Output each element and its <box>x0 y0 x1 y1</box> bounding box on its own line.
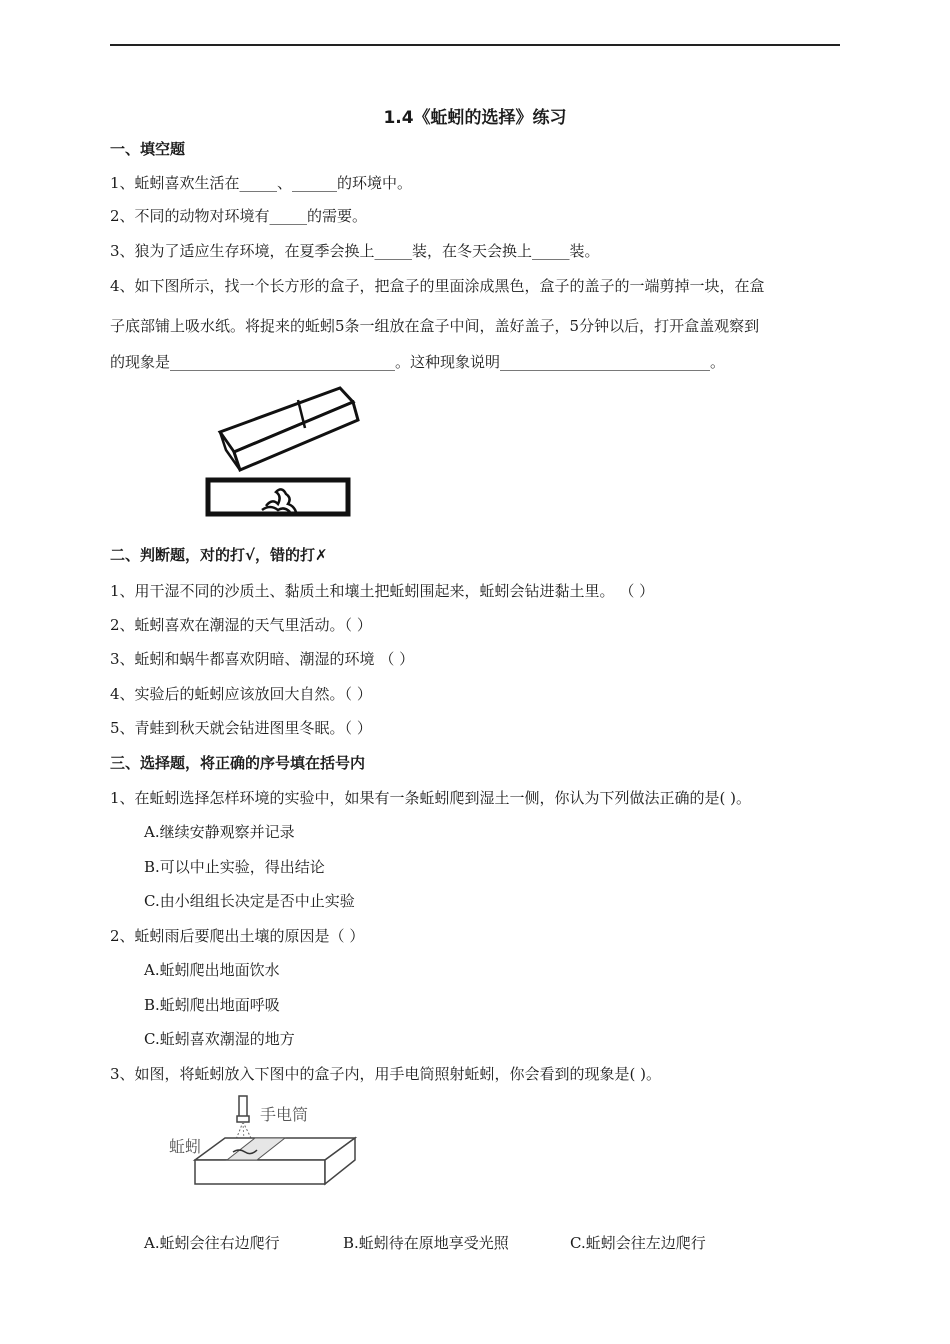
flashlight-label: 手电筒 <box>260 1105 309 1124</box>
tf-item: 2、蚯蚓喜欢在潮湿的天气里活动。（ ） <box>110 616 372 634</box>
mc-option: B.蚯蚓待在原地享受光照 <box>343 1234 509 1252</box>
worm-label: 蚯蚓 <box>169 1137 202 1156</box>
box-lid <box>220 388 358 470</box>
flat-box <box>195 1138 355 1184</box>
mc-option: A.继续安静观察并记录 <box>144 823 295 841</box>
flashlight-box-figure <box>165 1090 365 1200</box>
page-title: 1.4《蚯蚓的选择》练习 <box>383 108 567 128</box>
mc-option: A.蚯蚓会往右边爬行 <box>144 1234 280 1252</box>
mc-option: A.蚯蚓爬出地面饮水 <box>144 961 280 979</box>
mc-question-3: 3、如图，将蚯蚓放入下图中的盒子内，用手电筒照射蚯蚓，你会看到的现象是( )。 <box>110 1065 662 1083</box>
box-experiment-figure <box>200 380 360 520</box>
tf-item: 1、用干湿不同的沙质土、黏质土和壤土把蚯蚓围起来，蚯蚓会钻进黏土里。 （ ） <box>110 582 655 600</box>
mc-option: C.由小组组长决定是否中止实验 <box>144 892 355 910</box>
question-1-2: 2、不同的动物对环境有_____的需要。 <box>110 207 368 225</box>
mc-question-1: 1、在蚯蚓选择怎样环境的实验中，如果有一条蚯蚓爬到湿土一侧，你认为下列做法正确的是( )。 <box>110 789 752 807</box>
question-1-4-line3: 的现象是______________________________。这种现象说明____________________________。 <box>110 353 726 371</box>
mc-option: B.蚯蚓爬出地面呼吸 <box>144 996 280 1014</box>
tf-item: 3、蚯蚓和蜗牛都喜欢阴暗、潮湿的环境 （ ） <box>110 650 415 668</box>
question-1-3: 3、狼为了适应生存环境，在夏季会换上_____装，在冬天会换上_____装。 <box>110 242 600 260</box>
section-heading-fill-blank: 一、填空题 <box>110 140 186 158</box>
question-1-4-line2: 子底部铺上吸水纸。将捉来的蚯蚓5条一组放在盒子中间，盖好盖子，5分钟以后，打开盒盖观察到 <box>110 317 760 335</box>
question-1-1: 1、蚯蚓喜欢生活在_____、______的环境中。 <box>110 174 413 192</box>
section-heading-true-false: 二、判断题，对的打√，错的打✗ <box>110 546 328 564</box>
mc-question-2: 2、蚯蚓雨后要爬出土壤的原因是（ ） <box>110 927 365 945</box>
box-base <box>208 480 348 514</box>
mc-option: C.蚯蚓喜欢潮湿的地方 <box>144 1030 295 1048</box>
mc-option: B.可以中止实验，得出结论 <box>144 858 325 876</box>
tf-item: 4、实验后的蚯蚓应该放回大自然。（ ） <box>110 685 372 703</box>
mc-option: C.蚯蚓会往左边爬行 <box>570 1234 706 1252</box>
question-1-4-line1: 4、如下图所示，找一个长方形的盒子，把盒子的里面涂成黑色，盒子的盖子的一端剪掉一块，在盒 <box>110 277 765 295</box>
section-heading-multiple-choice: 三、选择题，将正确的序号填在括号内 <box>110 754 366 772</box>
tf-item: 5、青蛙到秋天就会钻进图里冬眠。（ ） <box>110 719 372 737</box>
header-rule <box>110 44 840 46</box>
